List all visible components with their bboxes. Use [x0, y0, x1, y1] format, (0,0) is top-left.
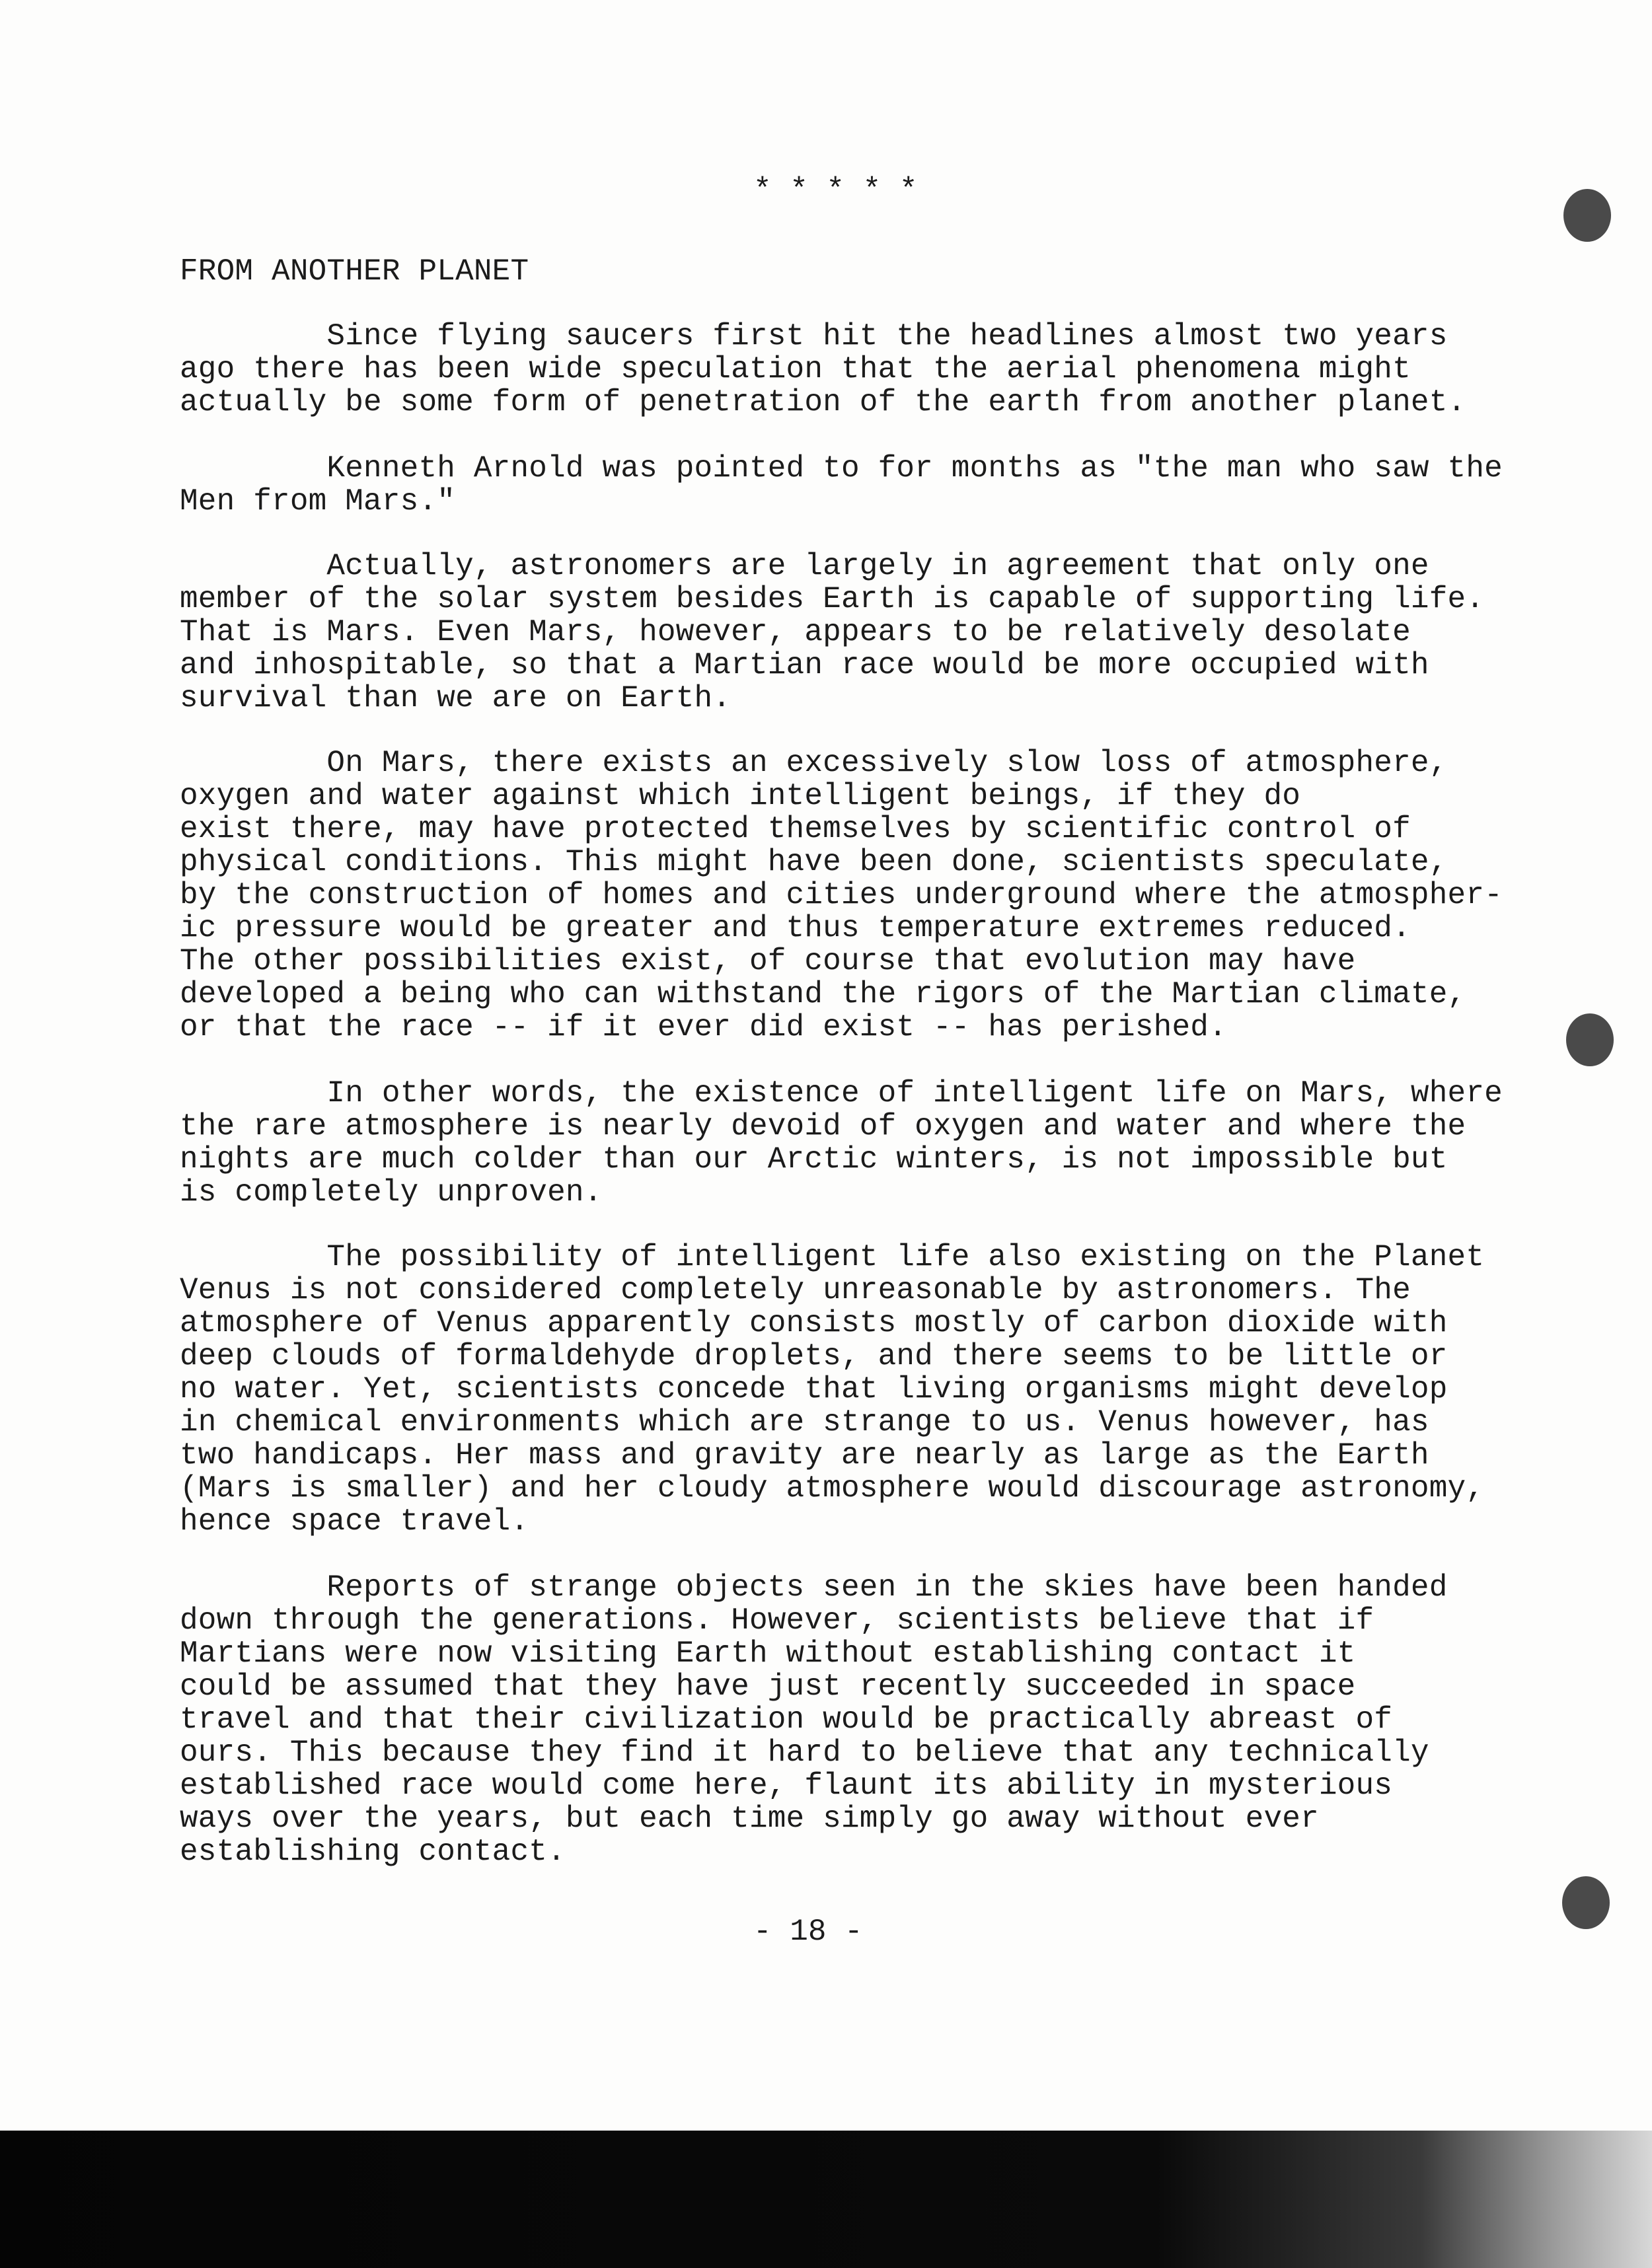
- page-number: - 18 -: [753, 1915, 863, 1949]
- paragraph: The possibility of intelligent life also existing on the Planet Venus is not considered completely unreasonable by astronomers. The atmosphere of Venus apparently consists mostly of carbon dioxide with deep clouds of formaldehyde droplets, and there seems to be little or no water. Yet, scientists concede that living organisms might develop in chemical environments which are strange to us. Venus however, has two handicaps. Her mass and gravity are nearly as large as the Earth (Mars is smaller) and her cloudy atmosphere would discourage astronomy, hence space travel.: [180, 1240, 1485, 1539]
- section-heading: FROM ANOTHER PLANET: [180, 254, 529, 289]
- punch-hole: [1566, 1013, 1614, 1066]
- section-separator: * * * * *: [753, 173, 918, 207]
- paragraph: Actually, astronomers are largely in agreement that only one member of the solar system besides Earth is capable of supporting life. That is Mars. Even Mars, however, appears to be relatively desolate and inhospitable, so that a Martian race would be more occupied with survival than we are on Earth.: [180, 549, 1485, 715]
- scanner-background-edge: [0, 2131, 1652, 2268]
- punch-hole: [1563, 189, 1611, 242]
- paragraph: In other words, the existence of intelligent life on Mars, where the rare atmosphere is nearly devoid of oxygen and water and where the nights are much colder than our Arctic winters, is not impossible but is completely unproven.: [180, 1076, 1503, 1210]
- paragraph: On Mars, there exists an excessively slow loss of atmosphere, oxygen and water against which intelligent beings, if they do exist there, may have protected themselves by scientific control of physical conditions. This might have been done, scientists speculate, by the construction of homes and cities underground where the atmospher- ic pressure would be greater and thus temperature extremes reduced. The other possibilities exist, of course that evolution may have developed a being who can withstand the rigors of the Martian climate, or that the race -- if it ever did exist -- has perished.: [180, 746, 1503, 1044]
- paragraph: Kenneth Arnold was pointed to for months as "the man who saw the Men from Mars.": [180, 451, 1503, 519]
- punch-hole: [1562, 1876, 1610, 1929]
- paragraph: Since flying saucers first hit the headlines almost two years ago there has been wide speculation that the aerial phenomena might actually be some form of penetration of the earth from another planet.: [180, 319, 1466, 420]
- paragraph: Reports of strange objects seen in the skies have been handed down through the generations. However, scientists believe that if Martians were now visiting Earth without establishing contact it could be assumed that they have just recently succeeded in space travel and that their civilization would be practically abreast of ours. This because they find it hard to believe that any technically established race would come here, flaunt its ability in mysterious ways over the years, but each time simply go away without ever establishing contact.: [180, 1570, 1448, 1869]
